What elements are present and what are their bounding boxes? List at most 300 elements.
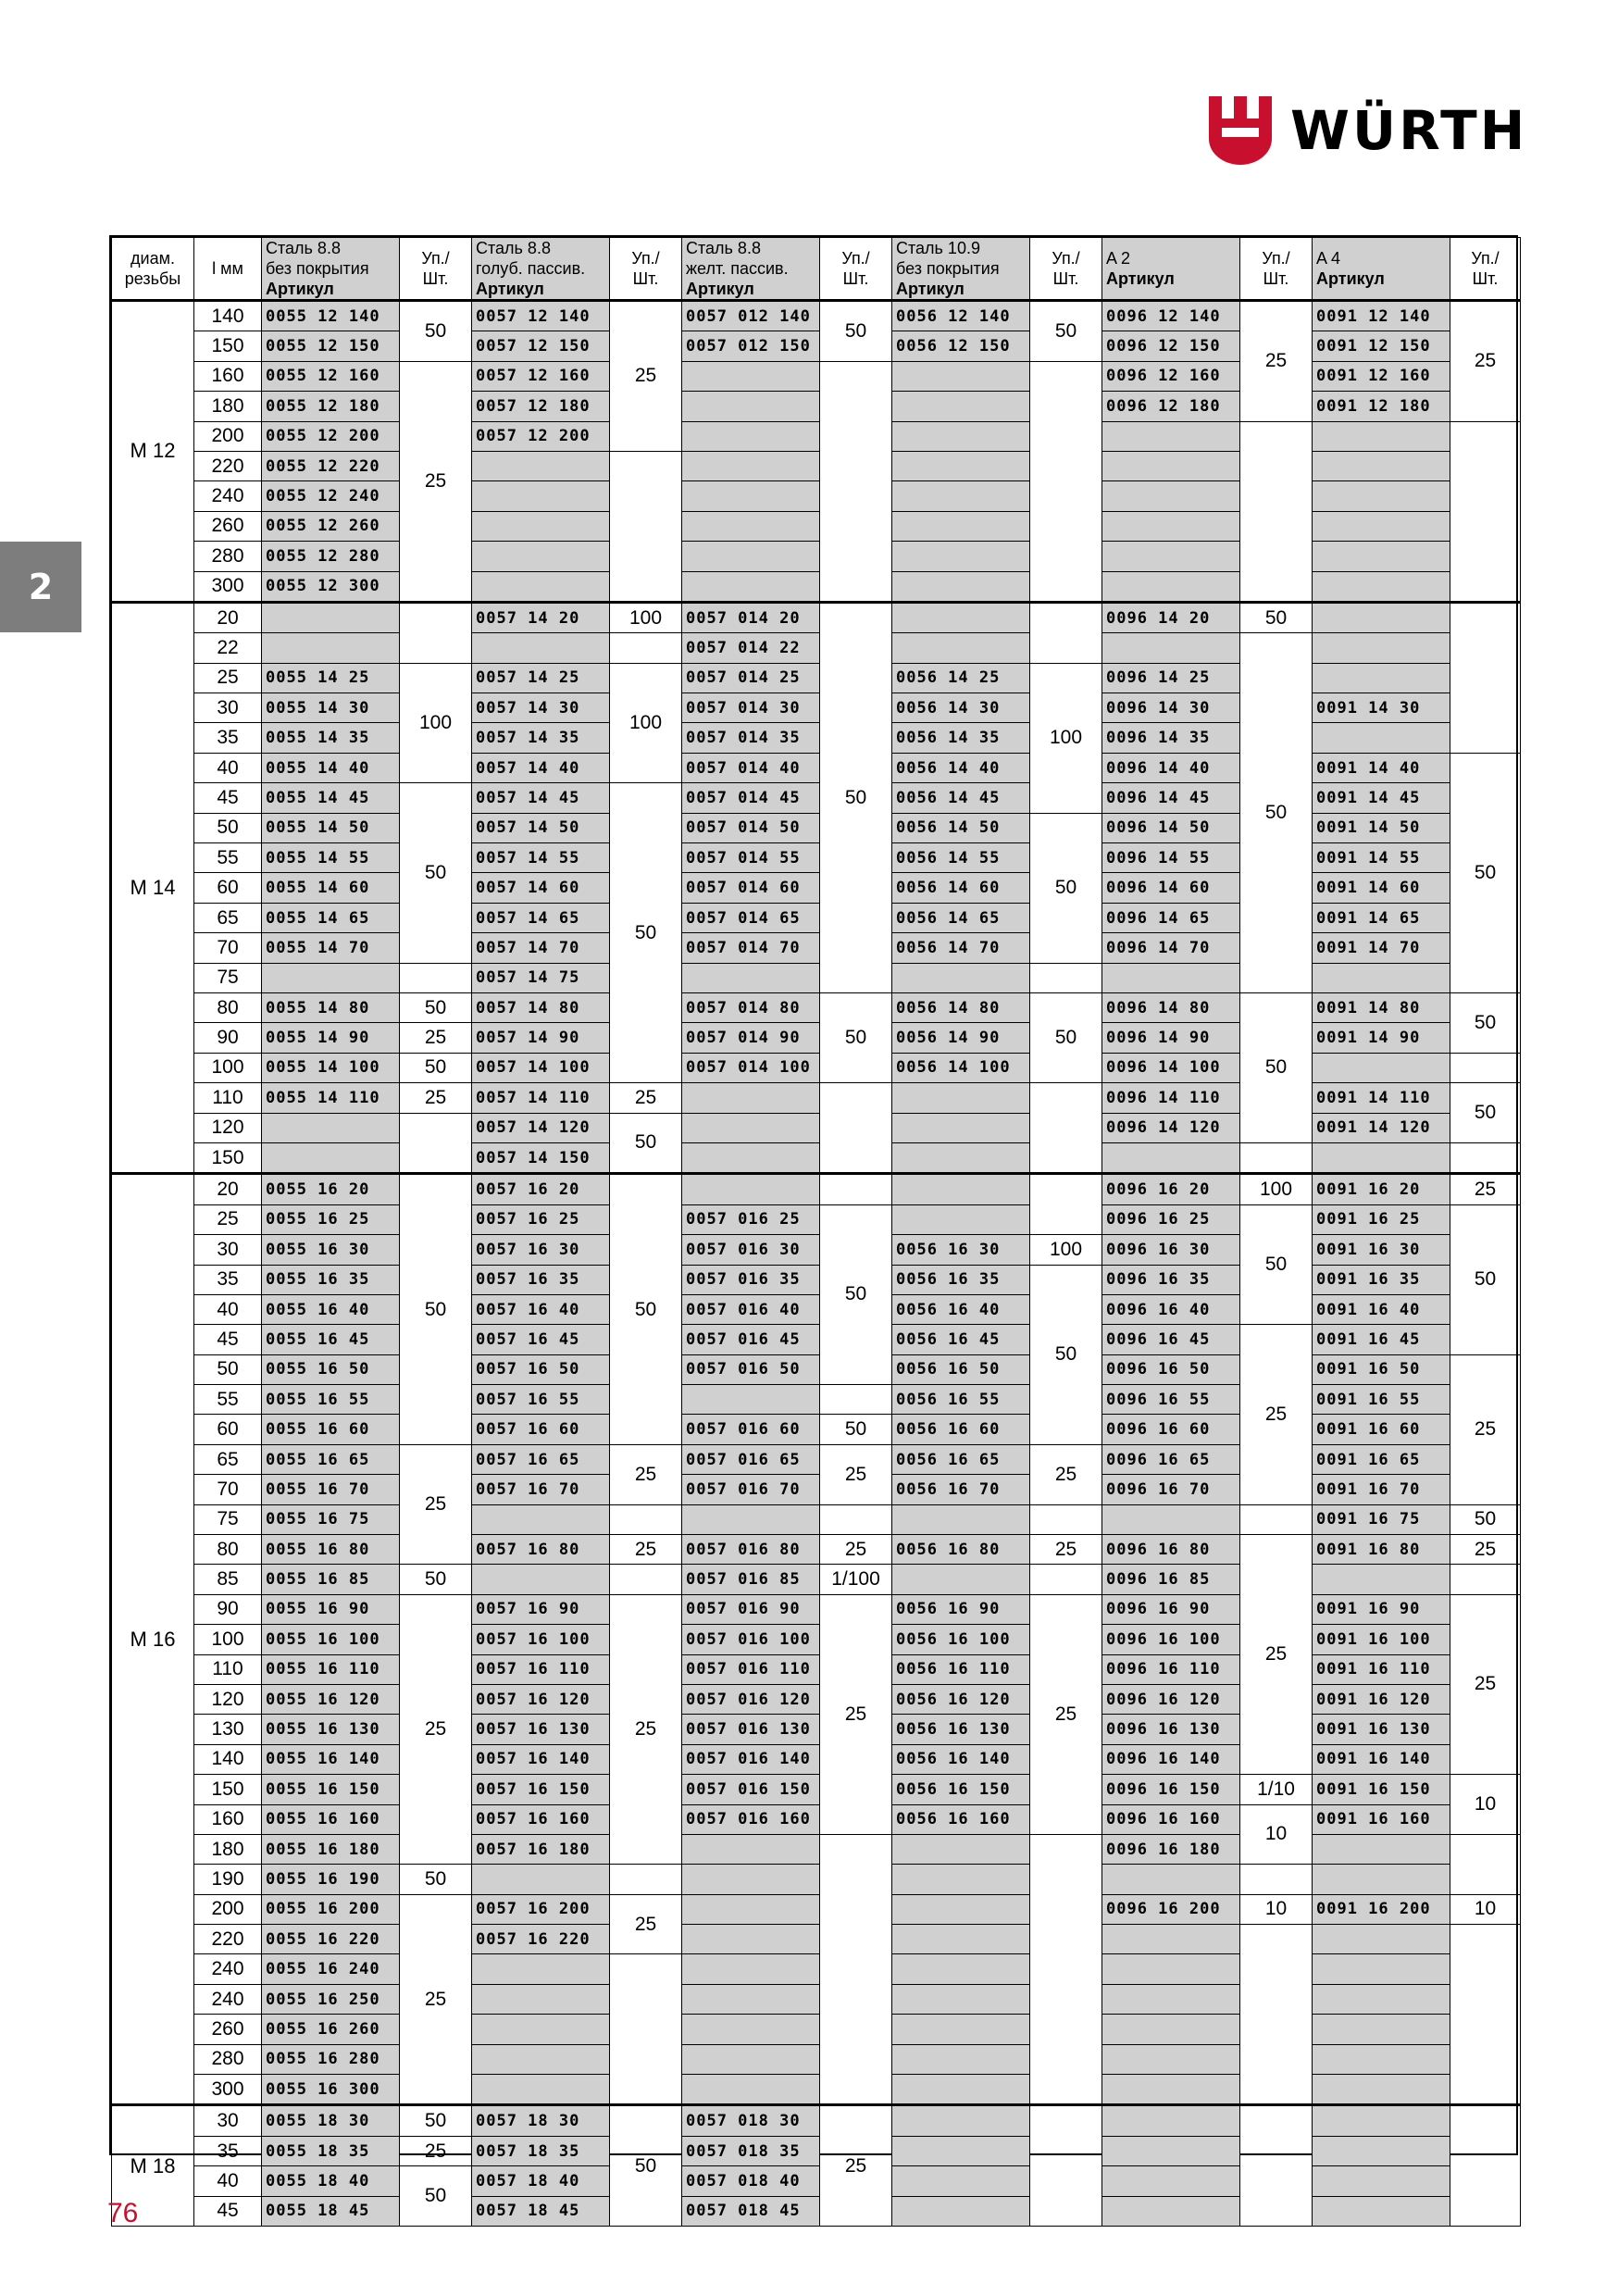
article-cell: 0055 16 35: [262, 1265, 400, 1294]
article-cell: 0056 14 80: [892, 992, 1030, 1022]
article-cell: 0056 12 150: [892, 331, 1030, 361]
pack-quantity-cell: 50: [400, 1174, 472, 1445]
article-cell: 0057 16 30: [472, 1235, 610, 1265]
pack-quantity-cell: 25: [1450, 1174, 1521, 1204]
article-cell: 0056 14 50: [892, 813, 1030, 842]
article-cell: [682, 1142, 820, 1173]
article-cell: 0091 14 30: [1313, 693, 1450, 723]
pack-quantity-cell: 50: [820, 1204, 892, 1384]
article-cell: [892, 2136, 1030, 2165]
article-cell: [1102, 451, 1240, 480]
pack-quantity-cell: 25: [820, 1535, 892, 1565]
header-row: [112, 238, 1521, 301]
pack-quantity-cell: [820, 1504, 892, 1534]
pack-quantity-cell: 100: [1240, 1174, 1313, 1204]
article-cell: 0091 16 120: [1313, 1684, 1450, 1714]
length-cell: 35: [194, 1265, 262, 1294]
article-cell: [472, 542, 610, 571]
header-line: голуб. пассив.: [476, 259, 586, 278]
article-cell: 0057 016 110: [682, 1654, 820, 1684]
pack-quantity-cell: 25: [610, 1594, 682, 1865]
article-cell: [1313, 1834, 1450, 1864]
header-line: Шт.: [422, 269, 449, 288]
length-cell: 25: [194, 663, 262, 693]
article-cell: 0091 12 140: [1313, 301, 1450, 331]
article-cell: [472, 2075, 610, 2105]
article-cell: [892, 602, 1030, 632]
article-cell: 0057 014 90: [682, 1023, 820, 1053]
article-cell: 0057 16 110: [472, 1654, 610, 1684]
article-cell: [472, 481, 610, 511]
article-cell: [1313, 1865, 1450, 1894]
article-cell: 0057 016 150: [682, 1775, 820, 1804]
length-cell: 240: [194, 1984, 262, 2014]
article-cell: 0057 14 25: [472, 663, 610, 693]
length-cell: 45: [194, 783, 262, 813]
pack-quantity-cell: 25: [400, 1083, 472, 1113]
article-cell: 0055 12 220: [262, 451, 400, 480]
table-row: [112, 301, 1521, 331]
article-cell: 0057 016 70: [682, 1475, 820, 1504]
article-cell: 0096 16 200: [1102, 1894, 1240, 1924]
article-cell: 0055 14 90: [262, 1023, 400, 1053]
article-cell: [1313, 2136, 1450, 2165]
article-cell: 0057 016 90: [682, 1594, 820, 1624]
article-cell: [682, 1083, 820, 1113]
article-cell: 0057 14 50: [472, 813, 610, 842]
article-cell: 0096 14 25: [1102, 663, 1240, 693]
article-cell: 0055 12 180: [262, 392, 400, 421]
pack-quantity-cell: 25: [610, 1535, 682, 1565]
article-cell: 0091 16 70: [1313, 1475, 1450, 1504]
article-cell: 0056 14 55: [892, 843, 1030, 873]
article-cell: 0057 16 130: [472, 1715, 610, 1744]
article-cell: 0091 16 90: [1313, 1594, 1450, 1624]
product-table: [111, 237, 1521, 2227]
article-cell: [1313, 633, 1450, 663]
length-cell: 60: [194, 873, 262, 903]
article-cell: [1102, 633, 1240, 663]
table-row: [112, 992, 1521, 1022]
article-cell: [1102, 2015, 1240, 2044]
article-cell: 0055 12 280: [262, 542, 400, 571]
length-cell: 220: [194, 451, 262, 480]
pack-quantity-cell: [1030, 1083, 1102, 1174]
article-cell: 0056 16 140: [892, 1744, 1030, 1774]
length-cell: 25: [194, 1204, 262, 1234]
header-line: Уп./: [631, 249, 660, 268]
article-cell: [1102, 542, 1240, 571]
article-cell: 0096 16 140: [1102, 1744, 1240, 1774]
article-cell: 0057 016 30: [682, 1235, 820, 1265]
pack-quantity-cell: 10: [1450, 1894, 1521, 1924]
pack-quantity-cell: 50: [1030, 992, 1102, 1082]
article-cell: 0057 16 55: [472, 1385, 610, 1415]
article-cell: [892, 2075, 1030, 2105]
article-cell: 0055 16 300: [262, 2075, 400, 2105]
article-cell: [892, 392, 1030, 421]
article-cell: 0055 16 30: [262, 1235, 400, 1265]
article-cell: [892, 511, 1030, 541]
article-cell: 0096 16 20: [1102, 1174, 1240, 1204]
pack-quantity-cell: 25: [820, 2105, 892, 2227]
article-cell: 0057 014 40: [682, 753, 820, 782]
article-cell: 0057 14 120: [472, 1113, 610, 1142]
article-cell: 0057 16 200: [472, 1894, 610, 1924]
article-cell: 0056 16 160: [892, 1804, 1030, 1834]
header-line: диам.: [131, 249, 175, 268]
length-cell: 40: [194, 1294, 262, 1324]
article-cell: 0057 014 25: [682, 663, 820, 693]
table-row: [112, 1865, 1521, 1894]
article-cell: 0057 018 45: [682, 2196, 820, 2226]
article-cell: [682, 571, 820, 602]
article-cell: 0055 16 100: [262, 1625, 400, 1654]
article-cell: 0055 14 25: [262, 663, 400, 693]
article-cell: 0096 14 45: [1102, 783, 1240, 813]
pack-quantity-cell: [1030, 361, 1102, 602]
length-cell: 90: [194, 1594, 262, 1624]
article-cell: 0091 16 20: [1313, 1174, 1450, 1204]
table-row: [112, 1504, 1521, 1534]
pack-quantity-cell: 50: [820, 1415, 892, 1444]
pack-quantity-cell: 25: [610, 1083, 682, 1113]
article-cell: [1313, 1954, 1450, 1984]
article-cell: [892, 481, 1030, 511]
article-cell: 0055 14 80: [262, 992, 400, 1022]
length-cell: 40: [194, 753, 262, 782]
article-cell: [1102, 1865, 1240, 1894]
article-cell: [1102, 2196, 1240, 2226]
article-cell: [682, 511, 820, 541]
pack-quantity-cell: 1/10: [1240, 1775, 1313, 1804]
length-cell: 300: [194, 571, 262, 602]
article-cell: [472, 1865, 610, 1894]
pack-quantity-cell: 100: [610, 602, 682, 632]
article-cell: 0055 14 30: [262, 693, 400, 723]
pack-quantity-cell: 25: [1450, 1594, 1521, 1774]
article-cell: 0057 014 65: [682, 903, 820, 932]
pack-quantity-cell: 100: [1030, 1235, 1102, 1265]
article-cell: 0055 16 150: [262, 1775, 400, 1804]
article-cell: 0057 014 60: [682, 873, 820, 903]
article-cell: 0057 18 45: [472, 2196, 610, 2226]
pack-quantity-cell: [1240, 1142, 1313, 1173]
article-cell: [1102, 2166, 1240, 2196]
article-cell: 0057 14 20: [472, 602, 610, 632]
wurth-logo-mark-icon: [1209, 96, 1272, 165]
article-cell: 0055 12 160: [262, 361, 400, 391]
pack-quantity-cell: [610, 1504, 682, 1534]
length-cell: 75: [194, 1504, 262, 1534]
pack-quantity-cell: [1450, 1925, 1521, 2105]
article-cell: 0096 16 120: [1102, 1684, 1240, 1714]
article-cell: 0091 12 180: [1313, 392, 1450, 421]
article-cell: 0056 16 120: [892, 1684, 1030, 1714]
article-cell: [892, 1865, 1030, 1894]
article-cell: 0057 016 160: [682, 1804, 820, 1834]
article-cell: 0055 14 40: [262, 753, 400, 782]
table-row: [112, 1925, 1521, 1954]
pack-quantity-cell: 25: [400, 361, 472, 602]
article-cell: [892, 2015, 1030, 2044]
header-line: Сталь 10.9: [896, 239, 980, 257]
header-line: Уп./: [1471, 249, 1500, 268]
article-cell: [1102, 571, 1240, 602]
article-cell: [892, 1142, 1030, 1173]
article-cell: 0057 12 140: [472, 301, 610, 331]
pack-quantity-cell: [1030, 1174, 1102, 1235]
article-cell: 0055 14 35: [262, 723, 400, 753]
pack-quantity-cell: [1450, 2105, 1521, 2227]
article-cell: 0057 014 20: [682, 602, 820, 632]
pack-quantity-cell: 50: [610, 783, 682, 1083]
header-line: Шт.: [1472, 269, 1499, 288]
pack-quantity-cell: 50: [1030, 301, 1102, 362]
article-cell: 0096 16 90: [1102, 1594, 1240, 1624]
article-cell: 0056 16 35: [892, 1265, 1030, 1294]
article-cell: 0055 16 220: [262, 1925, 400, 1954]
pack-quantity-cell: [820, 1834, 892, 2105]
article-cell: 0057 014 22: [682, 633, 820, 663]
article-cell: 0096 16 70: [1102, 1475, 1240, 1504]
table-row: [112, 1174, 1521, 1204]
pack-quantity-cell: 25: [1450, 1354, 1521, 1504]
pack-quantity-cell: [400, 1113, 472, 1174]
pack-quantity-cell: 50: [820, 992, 892, 1082]
article-cell: 0057 16 65: [472, 1444, 610, 1474]
pack-quantity-cell: 50: [400, 992, 472, 1022]
length-cell: 280: [194, 542, 262, 571]
table-row: [112, 602, 1521, 632]
length-cell: 130: [194, 1715, 262, 1744]
pack-quantity-cell: 25: [1240, 301, 1313, 422]
pack-quantity-cell: 50: [1450, 1504, 1521, 1534]
article-cell: 0057 016 80: [682, 1535, 820, 1565]
length-cell: 200: [194, 1894, 262, 1924]
length-cell: 160: [194, 361, 262, 391]
article-cell: 0057 16 20: [472, 1174, 610, 1204]
header-pack-4: [1030, 238, 1102, 301]
article-cell: 0096 14 20: [1102, 602, 1240, 632]
article-cell: 0057 012 150: [682, 331, 820, 361]
article-cell: 0091 16 55: [1313, 1385, 1450, 1415]
length-cell: 35: [194, 723, 262, 753]
article-cell: 0096 16 100: [1102, 1625, 1240, 1654]
article-cell: [1313, 1984, 1450, 2014]
article-cell: [892, 1565, 1030, 1594]
table-row: [112, 633, 1521, 663]
pack-quantity-cell: [820, 361, 892, 602]
table-row: [112, 1894, 1521, 1924]
article-cell: 0055 16 240: [262, 1954, 400, 1984]
article-cell: [892, 421, 1030, 451]
pack-quantity-cell: 25: [1240, 1325, 1313, 1504]
length-cell: 80: [194, 1535, 262, 1565]
length-cell: 50: [194, 1354, 262, 1384]
pack-quantity-cell: 25: [610, 301, 682, 452]
article-cell: 0096 14 30: [1102, 693, 1240, 723]
article-cell: 0057 16 70: [472, 1475, 610, 1504]
article-cell: 0057 16 50: [472, 1354, 610, 1384]
article-cell: [1313, 571, 1450, 602]
article-cell: 0057 016 50: [682, 1354, 820, 1384]
length-cell: 120: [194, 1684, 262, 1714]
header-line: Сталь 8.8: [266, 239, 341, 257]
pack-quantity-cell: 10: [1240, 1894, 1313, 1924]
article-cell: 0055 16 70: [262, 1475, 400, 1504]
article-cell: 0057 016 85: [682, 1565, 820, 1594]
article-cell: 0055 16 140: [262, 1744, 400, 1774]
length-cell: 260: [194, 2015, 262, 2044]
length-cell: 150: [194, 1775, 262, 1804]
length-cell: 190: [194, 1865, 262, 1894]
length-cell: 40: [194, 2166, 262, 2196]
pack-quantity-cell: 50: [820, 301, 892, 362]
article-cell: 0091 16 30: [1313, 1235, 1450, 1265]
article-cell: 0096 12 180: [1102, 392, 1240, 421]
length-cell: 45: [194, 2196, 262, 2226]
article-cell: 0096 16 180: [1102, 1834, 1240, 1864]
article-cell: 0057 16 80: [472, 1535, 610, 1565]
article-cell: 0091 16 110: [1313, 1654, 1450, 1684]
article-cell: 0055 12 140: [262, 301, 400, 331]
article-cell: 0057 16 45: [472, 1325, 610, 1354]
length-cell: 35: [194, 2136, 262, 2165]
article-cell: 0055 16 40: [262, 1294, 400, 1324]
article-cell: 0057 12 180: [472, 392, 610, 421]
pack-quantity-cell: [820, 1174, 892, 1204]
article-cell: [472, 1954, 610, 1984]
pack-quantity-cell: 50: [1450, 753, 1521, 992]
article-cell: 0057 18 30: [472, 2105, 610, 2136]
length-cell: 180: [194, 392, 262, 421]
table-row: [112, 1804, 1521, 1834]
article-cell: 0056 14 70: [892, 933, 1030, 963]
pack-quantity-cell: 100: [400, 663, 472, 783]
article-cell: 0056 16 100: [892, 1625, 1030, 1654]
article-cell: [682, 451, 820, 480]
brand-name: WÜRTH: [1290, 99, 1528, 162]
article-cell: 0056 16 65: [892, 1444, 1030, 1474]
article-cell: 0055 16 160: [262, 1804, 400, 1834]
article-cell: 0055 14 60: [262, 873, 400, 903]
article-cell: [892, 1954, 1030, 1984]
article-cell: 0055 12 150: [262, 331, 400, 361]
pack-quantity-cell: 100: [610, 663, 682, 783]
article-cell: [472, 1565, 610, 1594]
article-cell: [682, 1925, 820, 1954]
pack-quantity-cell: [1450, 602, 1521, 753]
article-cell: 0055 18 45: [262, 2196, 400, 2226]
pack-quantity-cell: [1240, 1925, 1313, 2105]
length-cell: 22: [194, 633, 262, 663]
thread-diameter: M 14: [112, 602, 194, 1173]
article-cell: 0091 16 35: [1313, 1265, 1450, 1294]
article-cell: 0055 16 90: [262, 1594, 400, 1624]
article-cell: 0091 16 100: [1313, 1625, 1450, 1654]
article-cell: [472, 2044, 610, 2074]
pack-quantity-cell: [1030, 1834, 1102, 2105]
article-cell: 0091 14 65: [1313, 903, 1450, 932]
pack-quantity-cell: [1450, 421, 1521, 602]
article-cell: 0091 16 60: [1313, 1415, 1450, 1444]
length-cell: 55: [194, 843, 262, 873]
table-row: [112, 1775, 1521, 1804]
article-cell: 0056 14 65: [892, 903, 1030, 932]
article-cell: 0055 12 240: [262, 481, 400, 511]
header-line: Сталь 8.8: [686, 239, 761, 257]
article-cell: 0096 12 140: [1102, 301, 1240, 331]
length-cell: 65: [194, 903, 262, 932]
pack-quantity-cell: 50: [1450, 992, 1521, 1053]
article-cell: 0096 14 65: [1102, 903, 1240, 932]
table-row: [112, 2105, 1521, 2136]
article-cell: [262, 1113, 400, 1142]
article-cell: 0057 014 55: [682, 843, 820, 873]
article-cell: [682, 1984, 820, 2014]
pack-quantity-cell: [610, 451, 682, 602]
thread-diameter: M 18: [112, 2105, 194, 2227]
length-cell: 300: [194, 2075, 262, 2105]
thread-diameter: M 16: [112, 1174, 194, 2105]
header-pack-5: [1240, 238, 1313, 301]
article-cell: [1313, 963, 1450, 992]
article-cell: 0057 12 150: [472, 331, 610, 361]
pack-quantity-cell: 25: [610, 1444, 682, 1504]
article-cell: [892, 2196, 1030, 2226]
article-cell: [892, 1113, 1030, 1142]
article-cell: [1102, 2075, 1240, 2105]
table-row: [112, 1204, 1521, 1234]
article-cell: [1102, 1142, 1240, 1173]
pack-quantity-cell: 25: [1030, 1444, 1102, 1504]
header-pack-2: [610, 238, 682, 301]
header-line: без покрытия: [896, 259, 1000, 278]
pack-quantity-cell: [610, 1565, 682, 1594]
article-cell: 0055 16 75: [262, 1504, 400, 1534]
article-cell: [892, 542, 1030, 571]
pack-quantity-cell: 25: [820, 1444, 892, 1504]
article-cell: 0096 16 150: [1102, 1775, 1240, 1804]
length-cell: 120: [194, 1113, 262, 1142]
header-line: A 4: [1316, 249, 1341, 268]
pack-quantity-cell: [1240, 2105, 1313, 2227]
article-cell: [472, 451, 610, 480]
length-cell: 110: [194, 1654, 262, 1684]
length-cell: 280: [194, 2044, 262, 2074]
header-line: Артикул: [1106, 269, 1175, 288]
article-cell: 0091 16 40: [1313, 1294, 1450, 1324]
article-cell: [1102, 1925, 1240, 1954]
pack-quantity-cell: 100: [1030, 663, 1102, 813]
pack-quantity-cell: [1030, 963, 1102, 992]
article-cell: 0091 14 60: [1313, 873, 1450, 903]
table-row: [112, 1325, 1521, 1354]
article-cell: 0091 14 45: [1313, 783, 1450, 813]
length-cell: 220: [194, 1925, 262, 1954]
header-line: Артикул: [686, 280, 754, 298]
article-cell: 0055 14 110: [262, 1083, 400, 1113]
length-cell: 140: [194, 1744, 262, 1774]
article-cell: 0055 16 250: [262, 1984, 400, 2014]
length-cell: 90: [194, 1023, 262, 1053]
header-diameter: [112, 238, 194, 301]
article-cell: [682, 481, 820, 511]
article-cell: [682, 361, 820, 391]
length-cell: 240: [194, 1954, 262, 1984]
header-line: A 2: [1106, 249, 1131, 268]
